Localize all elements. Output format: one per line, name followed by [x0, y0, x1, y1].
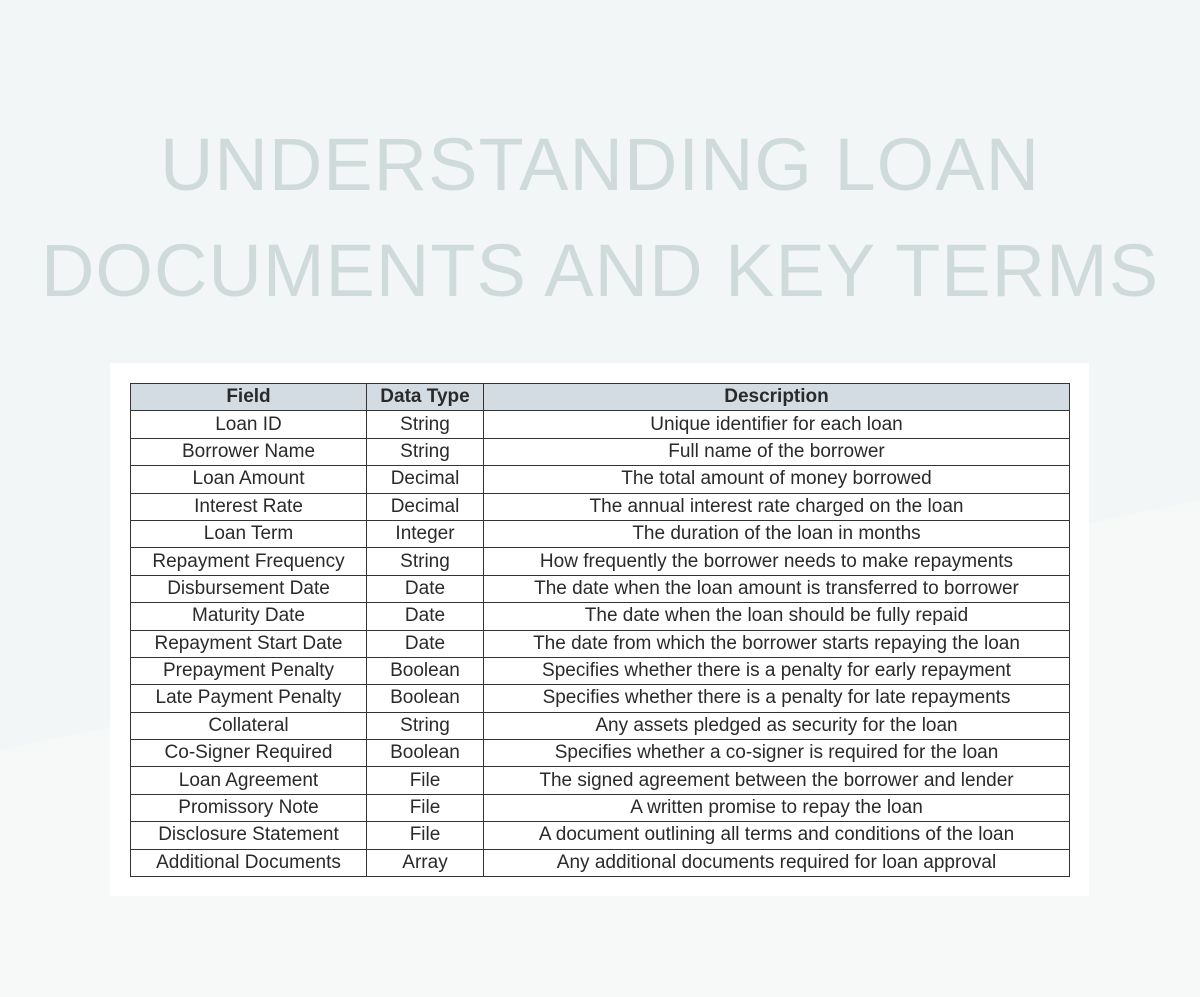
cell-data-type: Boolean: [367, 740, 484, 767]
cell-data-type: Boolean: [367, 685, 484, 712]
cell-description: The annual interest rate charged on the loan: [484, 493, 1070, 520]
cell-description: Specifies whether a co-signer is required for the loan: [484, 740, 1070, 767]
cell-description: The date from which the borrower starts repaying the loan: [484, 630, 1070, 657]
table-row: [131, 685, 1070, 712]
cell-data-type: Date: [367, 630, 484, 657]
cell-data-type: File: [367, 767, 484, 794]
table-row: [131, 438, 1070, 465]
table-row: [131, 767, 1070, 794]
cell-field: Interest Rate: [131, 493, 367, 520]
cell-data-type: String: [367, 712, 484, 739]
cell-data-type: String: [367, 548, 484, 575]
cell-field: Loan Agreement: [131, 767, 367, 794]
table-row: [131, 630, 1070, 657]
cell-field: Collateral: [131, 712, 367, 739]
header-description: Description: [484, 384, 1070, 411]
cell-description: Unique identifier for each loan: [484, 411, 1070, 438]
cell-description: The duration of the loan in months: [484, 520, 1070, 547]
cell-description: A document outlining all terms and conditions of the loan: [484, 822, 1070, 849]
cell-description: The total amount of money borrowed: [484, 466, 1070, 493]
cell-data-type: Array: [367, 849, 484, 876]
table-row: [131, 411, 1070, 438]
cell-data-type: Date: [367, 603, 484, 630]
cell-description: Any additional documents required for loan approval: [484, 849, 1070, 876]
cell-field: Disclosure Statement: [131, 822, 367, 849]
cell-field: Additional Documents: [131, 849, 367, 876]
cell-description: Any assets pledged as security for the loan: [484, 712, 1070, 739]
page-title-line-1: UNDERSTANDING LOAN: [159, 123, 1041, 206]
table-row: [131, 712, 1070, 739]
cell-field: Late Payment Penalty: [131, 685, 367, 712]
cell-field: Disbursement Date: [131, 575, 367, 602]
cell-field: Loan ID: [131, 411, 367, 438]
cell-description: Full name of the borrower: [484, 438, 1070, 465]
table-row: [131, 548, 1070, 575]
cell-field: Repayment Frequency: [131, 548, 367, 575]
cell-field: Maturity Date: [131, 603, 367, 630]
cell-field: Repayment Start Date: [131, 630, 367, 657]
table-row: [131, 493, 1070, 520]
cell-data-type: Date: [367, 575, 484, 602]
header-field: Field: [131, 384, 367, 411]
table-row: [131, 603, 1070, 630]
cell-field: Loan Amount: [131, 466, 367, 493]
table-row: [131, 575, 1070, 602]
table-header-row: [131, 384, 1070, 411]
loan-terms-table: [130, 383, 1070, 877]
cell-description: The date when the loan should be fully repaid: [484, 603, 1070, 630]
cell-description: A written promise to repay the loan: [484, 794, 1070, 821]
cell-description: Specifies whether there is a penalty for early repayment: [484, 657, 1070, 684]
table-row: [131, 740, 1070, 767]
cell-description: Specifies whether there is a penalty for late repayments: [484, 685, 1070, 712]
header-data-type: Data Type: [367, 384, 484, 411]
cell-field: Promissory Note: [131, 794, 367, 821]
cell-data-type: String: [367, 438, 484, 465]
cell-data-type: Decimal: [367, 493, 484, 520]
cell-description: The date when the loan amount is transferred to borrower: [484, 575, 1070, 602]
cell-data-type: File: [367, 794, 484, 821]
table-row: [131, 657, 1070, 684]
cell-field: Prepayment Penalty: [131, 657, 367, 684]
cell-data-type: String: [367, 411, 484, 438]
table-row: [131, 794, 1070, 821]
page-title-line-2: DOCUMENTS AND KEY TERMS: [40, 229, 1160, 312]
cell-field: Co-Signer Required: [131, 740, 367, 767]
cell-data-type: Boolean: [367, 657, 484, 684]
table-row: [131, 466, 1070, 493]
cell-data-type: File: [367, 822, 484, 849]
table-row: [131, 520, 1070, 547]
table-row: [131, 849, 1070, 876]
cell-field: Borrower Name: [131, 438, 367, 465]
cell-data-type: Decimal: [367, 466, 484, 493]
cell-description: The signed agreement between the borrower and lender: [484, 767, 1070, 794]
table-row: [131, 822, 1070, 849]
cell-field: Loan Term: [131, 520, 367, 547]
cell-data-type: Integer: [367, 520, 484, 547]
cell-description: How frequently the borrower needs to make repayments: [484, 548, 1070, 575]
